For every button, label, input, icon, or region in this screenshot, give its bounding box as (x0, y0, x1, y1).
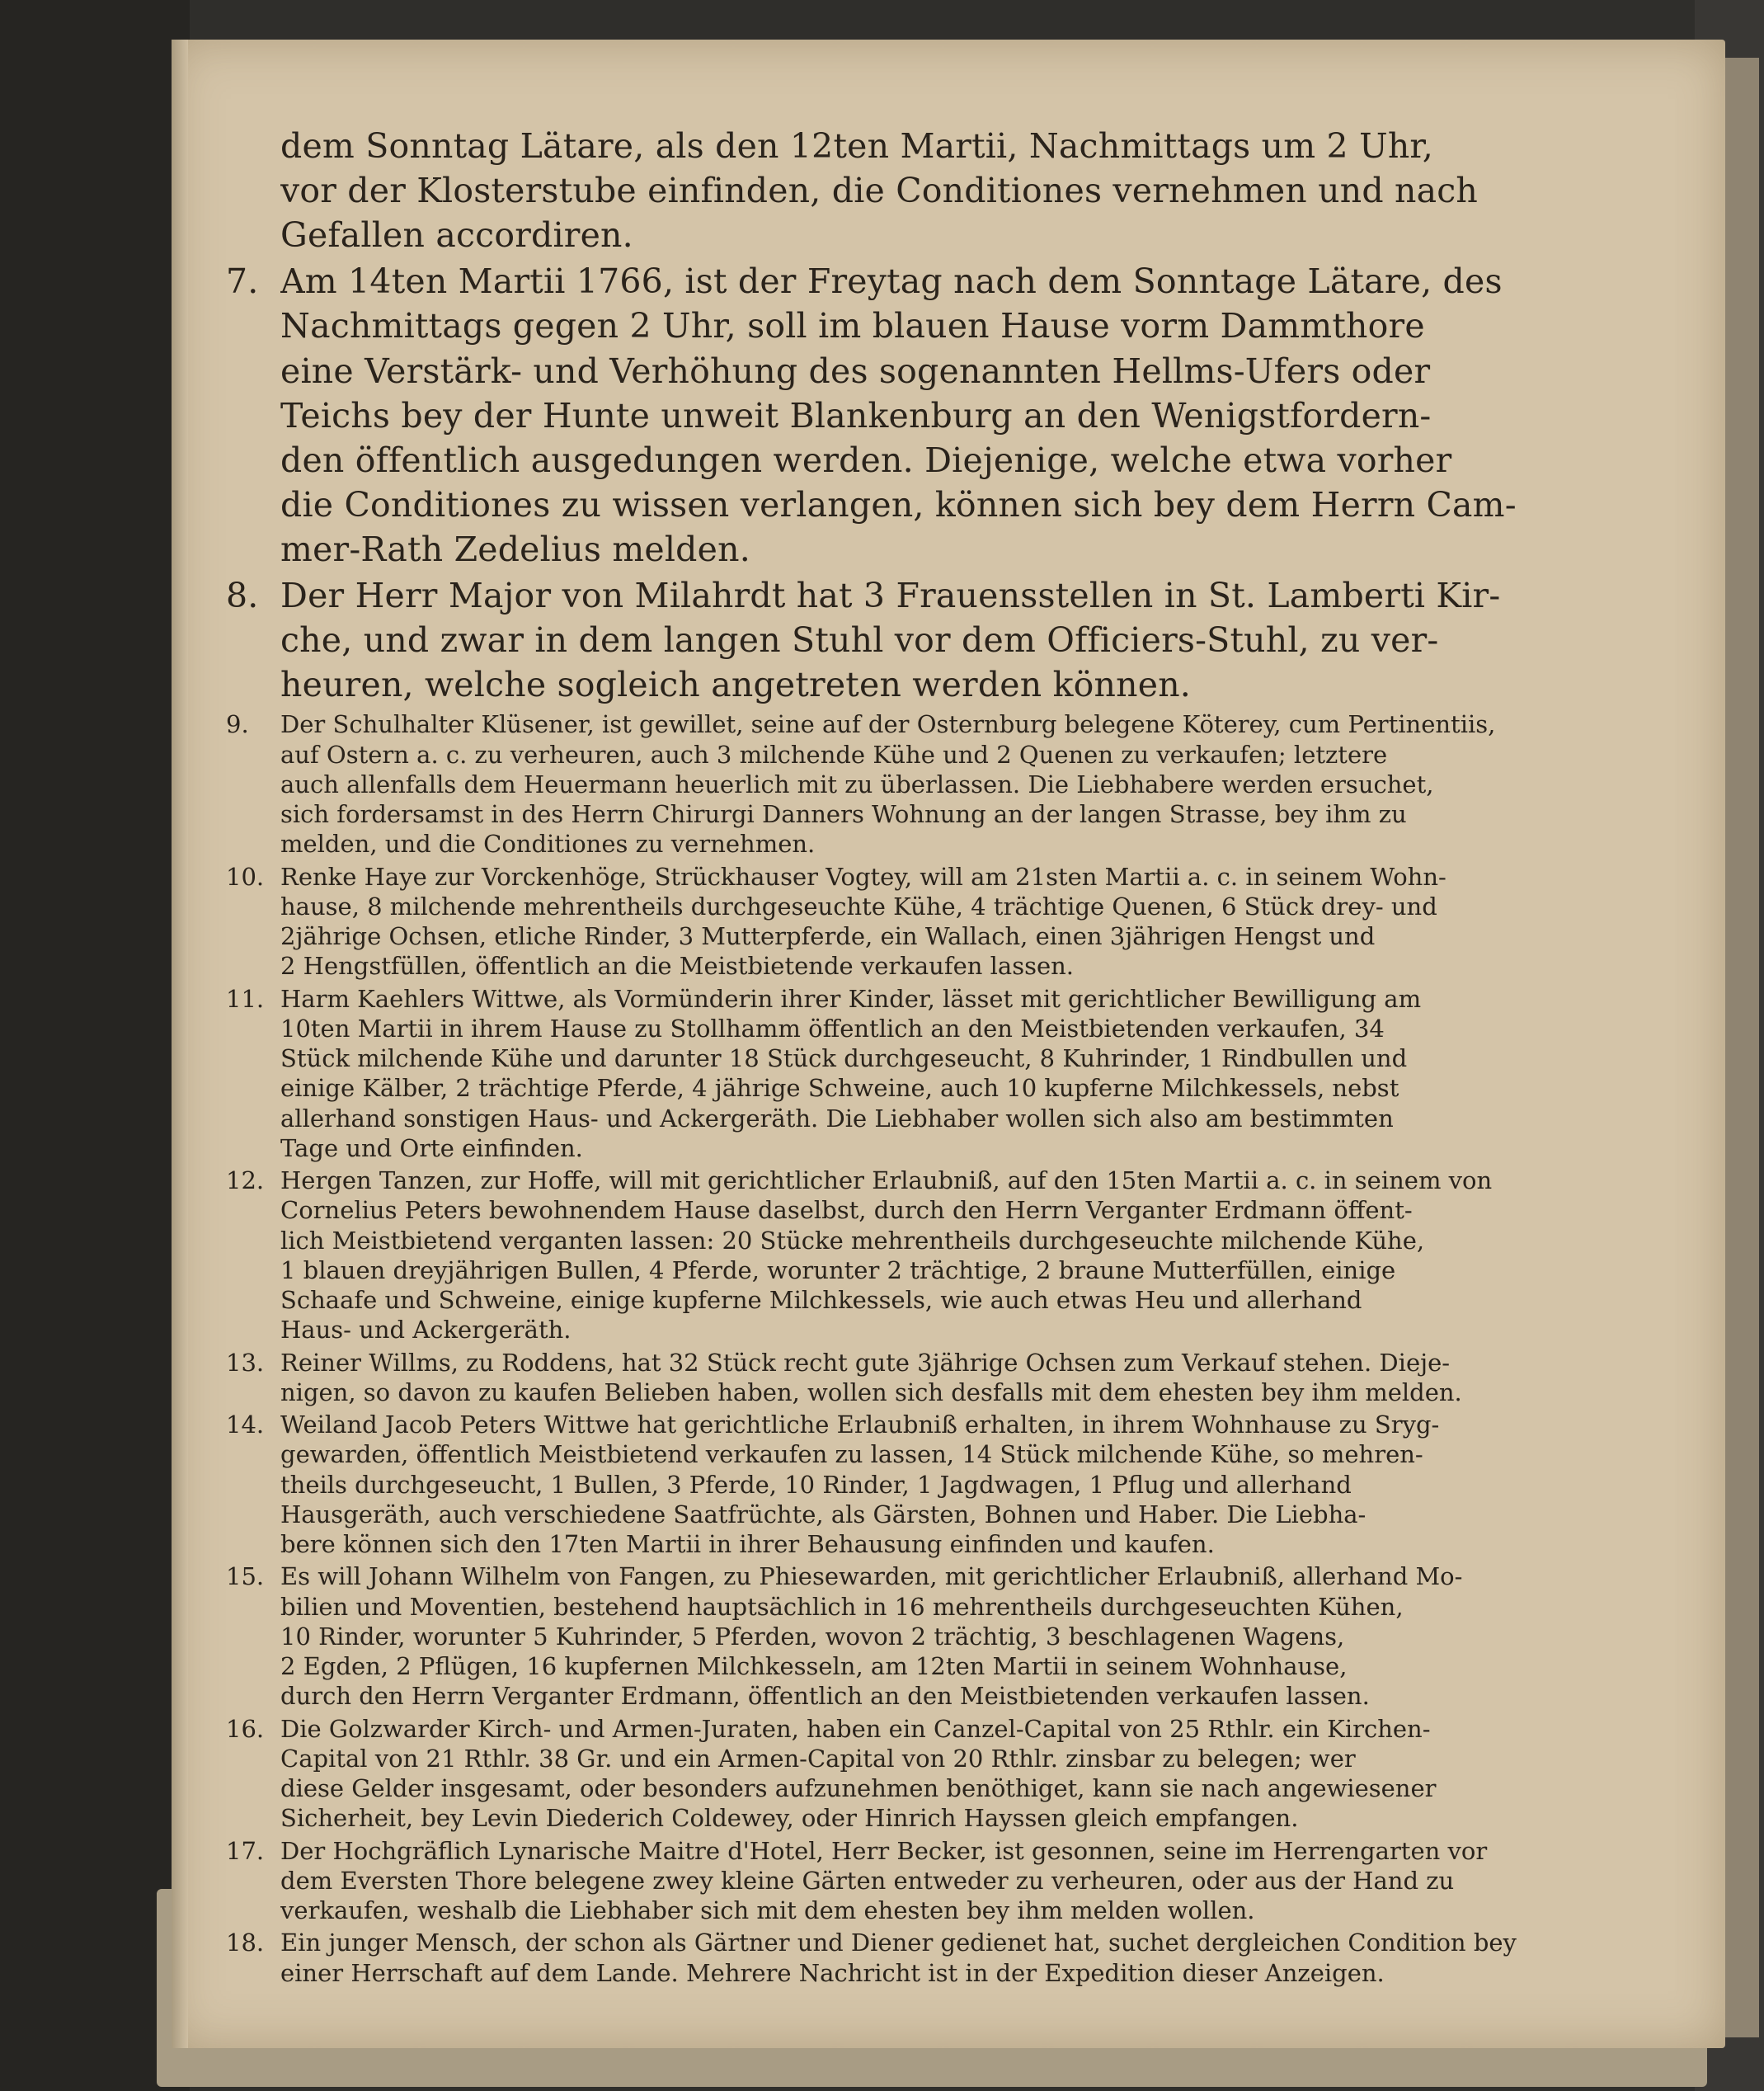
text-line: 2 Egden, 2 Pflügen, 16 kupfernen Milchkesseln, am 12ten Martii in seinem Wohnhause, (280, 1652, 1348, 1681)
entry-body (280, 1714, 1666, 1834)
entry-item (226, 1714, 1666, 1834)
text-line: 10 Rinder, worunter 5 Kuhrinder, 5 Pferden, wovon 2 trächtig, 3 beschlagenen Wagens, (280, 1622, 1345, 1651)
text-line: Teichs bey der Hunte unweit Blankenburg an den Wenigstfordern- (280, 395, 1432, 436)
text-line: theils durchgeseucht, 1 Bullen, 3 Pferde, 10 Rinder, 1 Jagdwagen, 1 Pflug und allerhand (280, 1470, 1352, 1499)
text-line: bilien und Moventien, bestehend hauptsächlich in 16 mehrentheils durchgeseuchten Kühen, (280, 1592, 1404, 1621)
entry-item (226, 259, 1666, 572)
text-line: Nachmittags gegen 2 Uhr, soll im blauen Hause vorm Dammthore (280, 306, 1425, 346)
text-line: Renke Haye zur Vorckenhöge, Strückhauser Vogtey, will am 21sten Martii a. c. in seinem Wohn- (280, 862, 1446, 891)
text-line: Ein junger Mensch, der schon als Gärtner und Diener gedienet hat, suchet dergleichen Condition bey (280, 1929, 1517, 1957)
entry-number: 11. (226, 984, 265, 1013)
entry-item (226, 573, 1666, 707)
text-line: lich Meistbietend verganten lassen: 20 Stücke mehrentheils durchgeseuchte milchende Kühe, (280, 1226, 1425, 1255)
entry-number: 15. (226, 1562, 265, 1591)
text-line: Am 14ten Martii 1766, ist der Freytag nach dem Sonntage Lätare, des (280, 261, 1503, 302)
entry-number: 17. (226, 1836, 265, 1865)
text-line: allerhand sonstigen Haus- und Ackergeräth. Die Liebhaber wollen sich also am bestimmten (280, 1104, 1394, 1133)
text-line: 2jährige Ochsen, etliche Rinder, 3 Mutterpferde, ein Wallach, einen 3jährigen Hengst und (280, 922, 1376, 951)
entry-item (226, 1928, 1666, 1988)
entry-item (226, 1348, 1666, 1408)
text-line: 2 Hengstfüllen, öffentlich an die Meistbietende verkaufen lassen. (280, 952, 1075, 981)
text-line: Der Hochgräflich Lynarische Maitre d'Hotel, Herr Becker, ist gesonnen, seine im Herrengarten vor (280, 1836, 1488, 1865)
entry-item (226, 709, 1666, 859)
entry-body (280, 1561, 1666, 1711)
text-line: vor der Klosterstube einfinden, die Conditiones vernehmen und nach (280, 171, 1479, 211)
entry-body (280, 709, 1666, 859)
entry-item (226, 1836, 1666, 1926)
entry-body (280, 1348, 1666, 1408)
continuation-paragraph (280, 124, 1666, 257)
text-line: Die Golzwarder Kirch- und Armen-Juraten, haben ein Canzel-Capital von 25 Rthlr. ein Kirchen- (280, 1714, 1431, 1743)
entry-body (280, 1928, 1666, 1988)
entry-number: 13. (226, 1348, 265, 1377)
text-line: nigen, so davon zu kaufen Belieben haben, wollen sich desfalls mit dem ehesten bey ihm melden. (280, 1378, 1462, 1406)
entry-number: 7. (226, 261, 259, 302)
page-spine-edge (172, 40, 188, 2048)
entry-number: 9. (226, 710, 249, 739)
background-left (0, 0, 190, 2091)
text-line: Capital von 21 Rthlr. 38 Gr. und ein Armen-Capital von 20 Rthlr. zinsbar zu belegen; wer (280, 1744, 1356, 1773)
entry-item (226, 1561, 1666, 1711)
entry-item (226, 1166, 1666, 1345)
text-line: Der Herr Major von Milahrdt hat 3 Frauensstellen in St. Lamberti Kir- (280, 576, 1501, 616)
text-line: einer Herrschaft auf dem Lande. Mehrere Nachricht ist in der Expedition dieser Anzeigen. (280, 1958, 1385, 1987)
text-line: eine Verstärk- und Verhöhung des sogenannten Hellms-Ufers oder (280, 351, 1431, 391)
text-line: Es will Johann Wilhelm von Fangen, zu Phiesewarden, mit gerichtlicher Erlaubniß, allerhand Mo- (280, 1562, 1463, 1591)
text-line: che, und zwar in dem langen Stuhl vor dem Officiers-Stuhl, zu ver- (280, 620, 1439, 661)
text-line: Hergen Tanzen, zur Hoffe, will mit gerichtlicher Erlaubniß, auf den 15ten Martii a. c. in seinem von (280, 1166, 1493, 1195)
text-line: den öffentlich ausgedungen werden. Diejenige, welche etwa vorher (280, 440, 1452, 480)
text-line: Harm Kaehlers Wittwe, als Vormünderin ihrer Kinder, lässet mit gerichtlicher Bewilligung am (280, 984, 1422, 1013)
text-line: diese Gelder insgesamt, oder besonders aufzunehmen benöthiget, kann sie nach angewiesener (280, 1774, 1437, 1803)
entry-number: 18. (226, 1929, 265, 1957)
entry-body (280, 259, 1666, 572)
text-line: gewarden, öffentlich Meistbietend verkaufen zu lassen, 14 Stück milchende Kühe, so mehren- (280, 1440, 1423, 1469)
text-line: melden, und die Conditiones zu vernehmen. (280, 830, 816, 859)
text-line: Hausgeräth, auch verschiedene Saatfrüchte, als Gärsten, Bohnen und Haber. Die Liebha- (280, 1500, 1367, 1528)
entry-body (280, 1836, 1666, 1926)
text-line: Sicherheit, bey Levin Diederich Coldewey, oder Hinrich Hayssen gleich empfangen. (280, 1804, 1299, 1833)
entry-number: 12. (226, 1166, 265, 1195)
text-line: einige Kälber, 2 trächtige Pferde, 4 jährige Schweine, auch 10 kupferne Milchkessels, nebst (280, 1074, 1399, 1103)
text-line: Cornelius Peters bewohnendem Hause daselbst, durch den Herrn Verganter Erdmann öffent- (280, 1196, 1413, 1225)
entry-number: 16. (226, 1714, 265, 1743)
entry-number: 8. (226, 576, 259, 616)
entry-number: 14. (226, 1410, 265, 1439)
text-line: dem Sonntag Lätare, als den 12ten Martii, Nachmittags um 2 Uhr, (280, 126, 1433, 166)
text-line: 1 blauen dreyjährigen Bullen, 4 Pferde, worunter 2 trächtige, 2 braune Mutterfüllen, einige (280, 1255, 1396, 1284)
text-line: sich fordersamst in des Herrn Chirurgi Danners Wohnung an der langen Strasse, bey ihm zu (280, 800, 1407, 829)
text-line: Schaafe und Schweine, einige kupferne Milchkessels, wie auch etwas Heu und allerhand (280, 1286, 1362, 1315)
text-line: Haus- und Ackergeräth. (280, 1316, 572, 1345)
text-line: Weiland Jacob Peters Wittwe hat gerichtliche Erlaubniß erhalten, in ihrem Wohnhause zu Sryg- (280, 1410, 1440, 1439)
entry-body (280, 862, 1666, 982)
entry-number: 10. (226, 862, 265, 891)
text-line: auch allenfalls dem Heuermann heuerlich mit zu überlassen. Die Liebhabere werden ersuchet, (280, 770, 1434, 798)
text-line: Stück milchende Kühe und darunter 18 Stück durchgeseucht, 8 Kuhrinder, 1 Rindbullen und (280, 1044, 1408, 1073)
entry-item (226, 862, 1666, 982)
entry-body (280, 984, 1666, 1164)
entry-body (280, 1410, 1666, 1559)
text-line: hause, 8 milchende mehrentheils durchgeseuchte Kühe, 4 trächtige Quenen, 6 Stück drey- und (280, 892, 1437, 921)
entry-body (280, 573, 1666, 707)
entry-body (280, 1166, 1666, 1345)
entry-item (226, 984, 1666, 1164)
entry-item (226, 1410, 1666, 1559)
text-line: verkaufen, weshalb die Liebhaber sich mit dem ehesten bey ihm melden wollen. (280, 1896, 1255, 1925)
text-line: bere können sich den 17ten Martii in ihrer Behausung einfinden und kaufen. (280, 1530, 1215, 1559)
text-line: Reiner Willms, zu Roddens, hat 32 Stück recht gute 3jährige Ochsen zum Verkauf stehen. Dieje- (280, 1348, 1451, 1377)
document-text (226, 124, 1666, 1987)
text-line: heuren, welche sogleich angetreten werden können. (280, 665, 1192, 705)
underlying-sheet-edge (1719, 58, 1759, 2037)
text-line: Der Schulhalter Klüsener, ist gewillet, seine auf der Osternburg belegene Köterey, cum Pertinentiis, (280, 710, 1496, 739)
text-line: Tage und Orte einfinden. (280, 1133, 583, 1162)
text-line: durch den Herrn Verganter Erdmann, öffentlich an den Meistbietenden verkaufen lassen. (280, 1682, 1370, 1711)
text-line: mer-Rath Zedelius melden. (280, 529, 750, 569)
text-line: dem Eversten Thore belegene zwey kleine Gärten entweder zu verheuren, oder aus der Hand zu (280, 1866, 1455, 1895)
text-line: auf Ostern a. c. zu verheuren, auch 3 milchende Kühe und 2 Quenen zu verkaufen; letztere (280, 740, 1388, 769)
text-line: 10ten Martii in ihrem Hause zu Stollhamm öffentlich an den Meistbietenden verkaufen, 34 (280, 1014, 1385, 1043)
text-line: Gefallen accordiren. (280, 215, 633, 256)
text-line: die Conditiones zu wissen verlangen, können sich bey dem Herrn Cam- (280, 484, 1517, 525)
entries-list (226, 259, 1666, 1988)
